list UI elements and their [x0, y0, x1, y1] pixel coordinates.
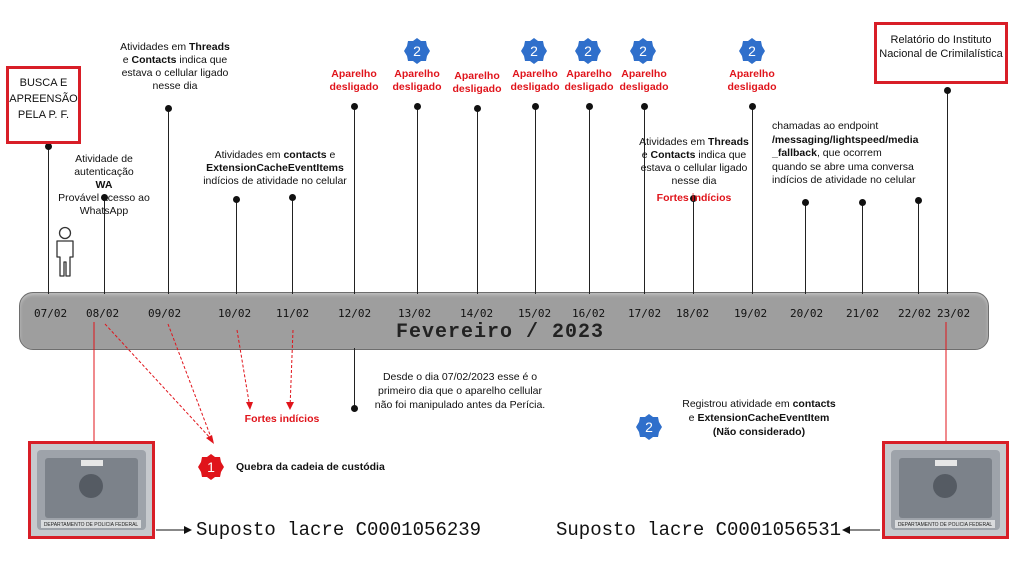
seal-label-right: Suposto lacre C0001056531 [556, 519, 842, 541]
date-label: 13/02 [398, 307, 432, 320]
text-line: Aparelho [566, 68, 612, 80]
text-line: (Não considerado) [712, 426, 806, 438]
date-label: 08/02 [86, 307, 120, 320]
text-span: e [122, 54, 132, 66]
text-span: Atividades em [120, 41, 189, 53]
date-label: 20/02 [790, 307, 824, 320]
text-line: /messaging/lightspeed/media [772, 133, 919, 146]
text-line: Aparelho [394, 68, 440, 80]
text-line: desligado [452, 83, 502, 95]
date-label: 23/02 [937, 307, 971, 320]
date-label: 09/02 [148, 307, 182, 320]
text-line: desligado [564, 81, 614, 93]
text-span: contacts [792, 398, 836, 410]
text-line: Aparelho [331, 68, 377, 80]
date-label: 17/02 [628, 307, 662, 320]
text-span: _fallback [772, 147, 817, 159]
month-label: Fevereiro / 2023 [396, 321, 605, 344]
text-span: Registrou atividade em [682, 398, 793, 410]
text-span: indica que [695, 149, 747, 161]
badge-1-icon [198, 454, 224, 480]
date-label: 16/02 [572, 307, 606, 320]
text-line: desligado [392, 81, 442, 93]
quebra-label: Quebra da cadeia de custódia [236, 461, 385, 473]
date-label: 11/02 [276, 307, 310, 320]
date-label: 15/02 [518, 307, 552, 320]
text-span: Atividades em [639, 136, 708, 148]
wa-bold: WA [95, 179, 113, 191]
seal-bag-image [885, 444, 1006, 536]
date-label: 22/02 [898, 307, 932, 320]
text-line: estava o cellular ligado [640, 162, 748, 174]
seal-photo-right [882, 441, 1009, 539]
text-line: desligado [619, 81, 669, 93]
text-line: indícios de atividade no celular [772, 174, 916, 186]
svg-text:1: 1 [207, 459, 215, 475]
fortes-indicios-label: Fortes indícios [656, 192, 732, 204]
svg-text:2: 2 [584, 43, 592, 59]
seal-label-left: Suposto lacre C0001056239 [196, 519, 482, 541]
text-span: contacts [283, 149, 327, 161]
text-line: nesse dia [671, 175, 717, 187]
seal-photo-left [28, 441, 155, 539]
svg-text:2: 2 [530, 43, 538, 59]
svg-text:2: 2 [413, 43, 421, 59]
wa-line: autenticação [74, 166, 134, 178]
svg-text:2: 2 [645, 419, 653, 435]
relatorio-text: Relatório do Instituto Nacional de Crimilalística [879, 34, 1003, 60]
text-span: e [326, 149, 336, 161]
text-line: desligado [329, 81, 379, 93]
date-label: 12/02 [338, 307, 372, 320]
fortes-indicios-label: Fortes indícios [244, 413, 320, 425]
text-span: Contacts [131, 54, 177, 66]
text-line: quando se abre uma conversa [772, 160, 914, 173]
text-span: Atividades em [214, 149, 284, 161]
text-line: indícios de atividade no celular [203, 175, 347, 187]
date-label: 18/02 [676, 307, 710, 320]
text-span: Threads [708, 136, 749, 148]
wa-line: WhatsApp [79, 205, 129, 217]
text-line: primeiro dia que o aparelho cellular [377, 385, 542, 397]
svg-text:2: 2 [748, 43, 756, 59]
text-line: Aparelho [512, 68, 558, 80]
busca-apreensao-text: BUSCA E APREENSÃO PELA P. F. [9, 77, 78, 121]
svg-text:2: 2 [639, 43, 647, 59]
date-label: 07/02 [34, 307, 68, 320]
text-line: chamadas ao endpoint [772, 120, 879, 132]
date-label: 21/02 [846, 307, 880, 320]
wa-line: Atividade de [75, 153, 133, 165]
text-line: Aparelho [729, 68, 775, 80]
registrou-annotation [662, 397, 856, 439]
text-line: Desde o dia 07/02/2023 esse é o [382, 371, 538, 383]
date-label: 10/02 [218, 307, 252, 320]
text-span: , que ocorrem [816, 147, 882, 159]
text-span: e [688, 412, 698, 424]
text-line: desligado [727, 81, 777, 93]
seal-bag-image [31, 444, 152, 536]
text-span: e [641, 149, 651, 161]
text-span: Threads [189, 41, 230, 53]
desde-annotation [362, 370, 558, 412]
text-span: ExtensionCacheEventItem [697, 412, 830, 424]
text-line: Aparelho [454, 70, 500, 82]
text-span: indica que [176, 54, 228, 66]
text-line: estava o cellular ligado [121, 67, 229, 79]
text-line: desligado [510, 81, 560, 93]
svg-text:DEPARTAMENTO DE POLICIA FEDERA: DEPARTAMENTO DE POLICIA FEDERAL [43, 522, 139, 528]
text-line: ExtensionCacheEventItems [206, 162, 344, 174]
date-label: 14/02 [460, 307, 494, 320]
text-span: Contacts [650, 149, 696, 161]
text-line: Aparelho [621, 68, 667, 80]
text-line: não foi manipulado antes da Perícia. [374, 399, 546, 411]
wa-line: Provável acesso ao [58, 192, 150, 204]
text-line: nesse dia [152, 80, 198, 92]
badge-2-icon [636, 414, 662, 440]
svg-text:DEPARTAMENTO DE POLICIA FEDERA: DEPARTAMENTO DE POLICIA FEDERAL [897, 522, 993, 528]
date-label: 19/02 [734, 307, 768, 320]
